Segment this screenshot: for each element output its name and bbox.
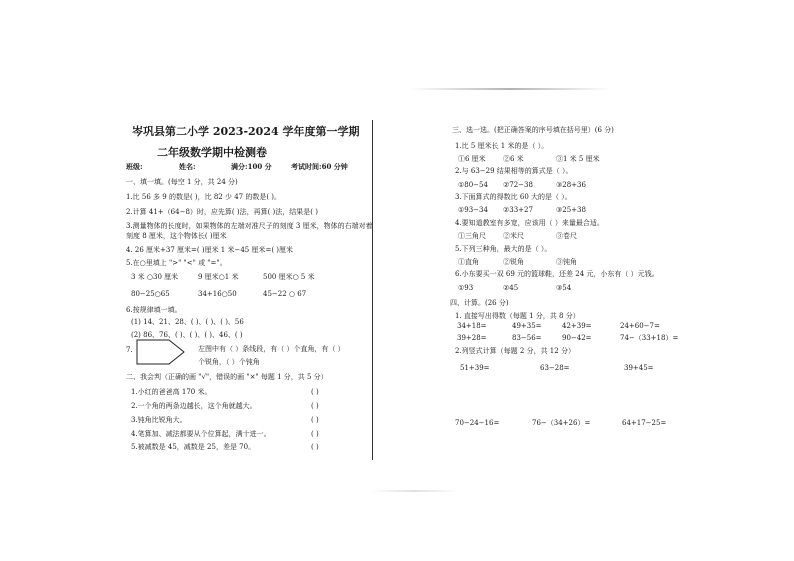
vertical-calc-item: 63−28= <box>540 364 570 372</box>
info-time: 考试时间:60 分钟 <box>291 162 348 171</box>
choice-option: ②米尺 <box>503 232 524 240</box>
section-3-heading: 三、选一选。(把正确答案的序号填在括号里）(6 分) <box>452 126 614 134</box>
exam-title: 岑巩县第二小学 2023-2024 学年度第一学期 <box>132 125 360 138</box>
choice-option: ①80−54 <box>458 181 488 189</box>
section-4-heading: 四、计算。(26 分) <box>450 299 509 307</box>
question-4: 4. 26 厘米+37 厘米=( )厘米 1 米−45 厘米=( )厘米 <box>126 246 294 254</box>
choice-option: ③25+38 <box>556 206 586 214</box>
compare-item: 500 厘米○ 5 米 <box>263 273 315 281</box>
compare-item: 3 米 ○30 厘米 <box>131 273 179 281</box>
choice-question-2: 2.与 63−29 结果相等的算式是（ ）。 <box>455 167 573 175</box>
choice-option: ①6 厘米 <box>458 155 486 163</box>
compare-item: 34+16○50 <box>198 290 237 298</box>
question-7-text-line2: 个锐角，（ ）个钝角 <box>198 358 260 366</box>
pentagon-figure <box>136 339 186 365</box>
compare-item: 45−22 ○ 67 <box>263 290 307 298</box>
question-1: 1.比 56 多 9 的数是( )，比 82 少 47 的数是( )。 <box>126 193 282 201</box>
choice-option: ②6 米 <box>503 155 524 163</box>
pattern-row-1: (1) 14、21、28、( )、( )、( )、56 <box>131 318 244 326</box>
choice-option: ③1 米 5 厘米 <box>556 155 600 163</box>
choice-option: ①三角尺 <box>458 232 486 240</box>
compare-item: 80−25○65 <box>131 290 170 298</box>
calc-part-2-heading: 2.列竖式计算（每题 2 分，共 12 分） <box>455 347 575 355</box>
vertical-calc-item: 51+39= <box>460 364 490 372</box>
judge-answer-3[interactable]: ( ) <box>311 416 319 424</box>
choice-option: ③卷尺 <box>556 232 577 240</box>
mental-calc-item: 24+60−7= <box>620 322 660 330</box>
calc-part-1-heading: 1. 直接写出得数（每题 1 分，共 8 分） <box>455 312 580 320</box>
choice-option: ②45 <box>503 284 519 292</box>
judge-answer-4[interactable]: ( ) <box>311 430 319 438</box>
judge-question-4: 4.笔算加、减法都要从个位算起，满十进一。 <box>131 430 271 438</box>
info-class: 班级: <box>126 162 143 171</box>
compare-item: 9 厘米○1 米 <box>198 273 239 281</box>
judge-answer-2[interactable]: ( ) <box>311 402 319 410</box>
choice-question-6: 6.小东要买一双 69 元的篮球鞋，还差 24 元，小东有（ ）元钱。 <box>455 270 659 278</box>
question-5: 5.在○里填上 ">" "<" 或 "="。 <box>126 259 227 267</box>
choice-question-5: 5.下列三种角，最大的是（ ）。 <box>455 245 552 253</box>
choice-option: ③28+36 <box>556 181 586 189</box>
choice-question-1: 1.比 5 厘米长 1 米的是（ ）。 <box>455 142 549 150</box>
pattern-row-2: (2) 86、76、( )、( )、( )、46、( ) <box>131 331 243 339</box>
question-3-line2: 刻度 8 厘米，这个物体长( )厘米 <box>126 232 227 240</box>
judge-question-5: 5.被减数是 45，减数是 25，差是 70。 <box>131 443 256 451</box>
choice-option: ②33+27 <box>503 206 533 214</box>
vertical-calc-item: 64+17−25= <box>622 419 667 427</box>
choice-option: ②72−38 <box>503 181 533 189</box>
mental-calc-item: 42+39= <box>562 322 592 330</box>
mental-calc-item: 74−（33+18）= <box>620 334 679 342</box>
mental-calc-item: 90−42= <box>562 334 592 342</box>
scan-line-bottom <box>370 490 460 492</box>
column-divider <box>372 120 373 460</box>
pentagon-shape <box>137 340 184 364</box>
vertical-calc-item: 39+45= <box>624 364 654 372</box>
choice-option: ①93 <box>458 284 474 292</box>
choice-option: ①93−34 <box>458 206 488 214</box>
exam-subtitle: 二年级数学期中检测卷 <box>157 146 267 159</box>
choice-option: ③54 <box>556 284 572 292</box>
question-7-text-line1: 左图中有（ ）条线段，有（ ）个直角，有（ ） <box>198 345 345 353</box>
judge-question-2: 2.一个角的两条边越长，这个角就越大。 <box>131 402 257 410</box>
choice-question-3: 3.下面算式的得数比 60 大的是（ ）。 <box>455 193 572 201</box>
judge-answer-1[interactable]: ( ) <box>311 388 319 396</box>
mental-calc-item: 34+18= <box>457 322 487 330</box>
judge-question-1: 1.小红的爸爸高 170 米。 <box>131 388 212 396</box>
question-7-number: 7. <box>126 346 133 354</box>
choice-question-4: 4.要知道教室有多宽，应该用（ ）来量最合适。 <box>455 219 604 227</box>
vertical-calc-item: 70−24−16= <box>455 419 500 427</box>
info-full-score: 满分:100 分 <box>231 162 272 171</box>
judge-question-3: 3.钝角比锐角大。 <box>131 416 187 424</box>
vertical-calc-item: 76−（34+26）= <box>532 419 591 427</box>
judge-answer-5[interactable]: ( ) <box>311 443 319 451</box>
choice-option: ②锐角 <box>503 258 524 266</box>
question-2: 2.计算 41+（64−8）时，应先算( )法，再算( )法，结果是( ) <box>126 208 318 216</box>
section-1-heading: 一、填一填。(每空 1 分，共 24 分) <box>126 178 238 186</box>
mental-calc-item: 49+35= <box>512 322 542 330</box>
mental-calc-item: 83−56= <box>512 334 542 342</box>
info-name: 姓名: <box>179 162 196 171</box>
scan-line-top <box>410 88 610 90</box>
choice-option: ①直角 <box>458 258 479 266</box>
question-3-line1: 3.测量物体的长度时，如果物体的左端对准尺子的刻度 3 厘米，物体的右端对着 <box>126 222 373 230</box>
mental-calc-item: 39+28= <box>457 334 487 342</box>
question-6: 6.按规律填一填。 <box>126 306 182 314</box>
section-2-heading: 二、我会判（正确的画 "√"，错误的画 "×" 每题 1 分，共 5 分） <box>126 373 328 381</box>
choice-option: ③钝角 <box>556 258 577 266</box>
